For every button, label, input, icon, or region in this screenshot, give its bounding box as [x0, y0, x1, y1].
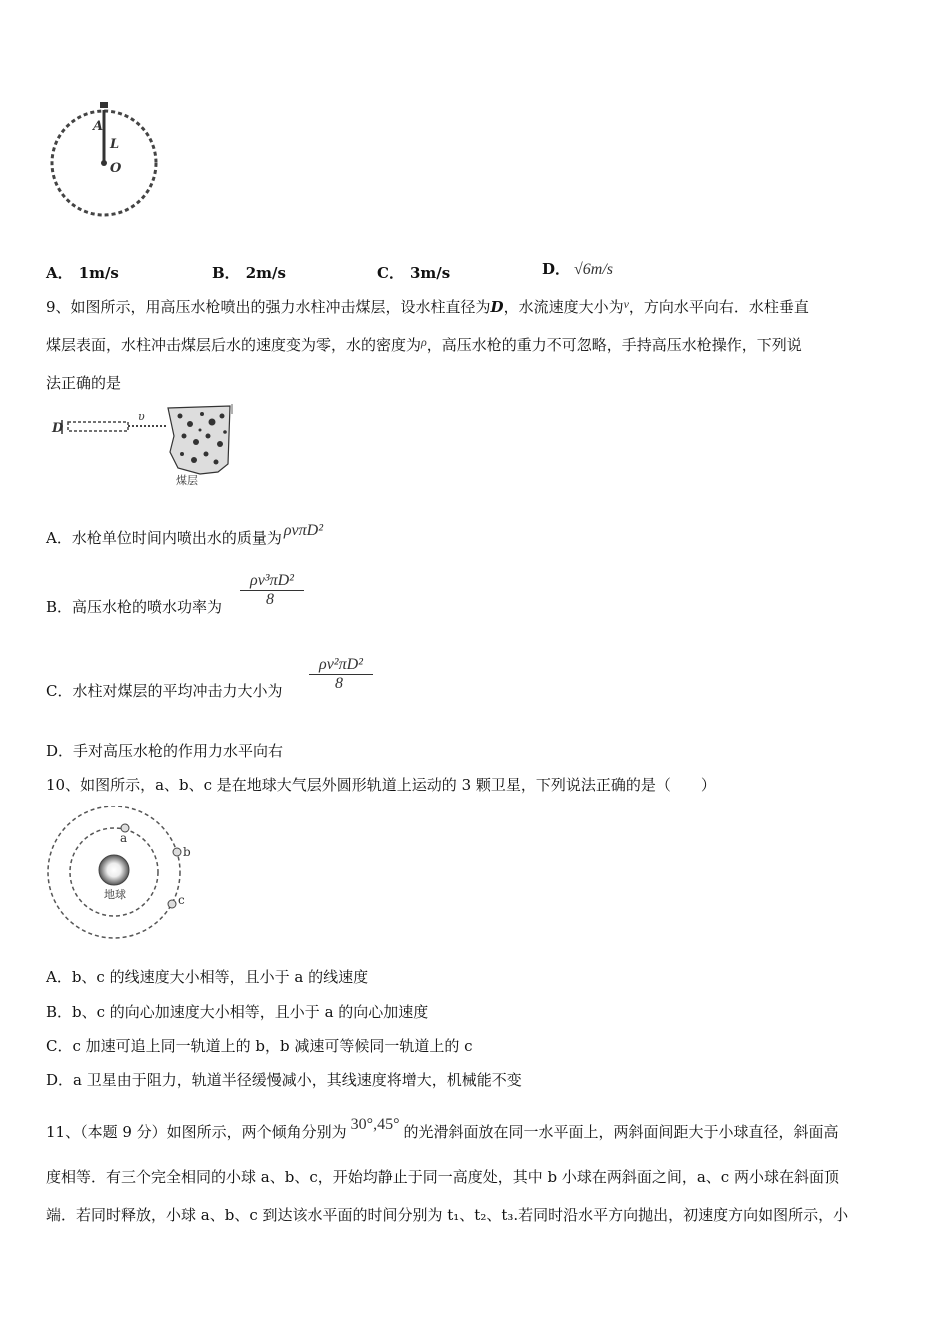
q9-label-v: υ	[138, 410, 145, 423]
q9-stem-line3: 法正确的是	[46, 374, 122, 392]
q8-label-a: A	[93, 119, 104, 134]
q9-water-jet-figure	[50, 402, 240, 486]
q9-option-c-denominator: 8	[309, 674, 373, 693]
q10-orbit-figure	[44, 806, 194, 942]
q8-circle-figure	[44, 100, 164, 220]
q9-option-c-numerator: ρv²πD²	[319, 656, 363, 673]
q9-stem-line1: 9、如图所示，用高压水枪喷出的强力水柱冲击煤层，设水柱直径为D，水流速度大小为$^v$，方向水平向右．水柱垂直	[46, 297, 809, 316]
q10-option-d: D．a 卫星由于阻力，轨道半径缓慢减小，其线速度将增大，机械能不变	[46, 1071, 522, 1089]
q8-option-c: C． 3m/s	[377, 264, 451, 282]
q9-label-coal: 煤层	[176, 474, 198, 486]
q8-label-o: O	[110, 161, 122, 176]
q11-line2: 度相等．有三个完全相同的小球 a、b、c，开始均静止于同一高度处，其中 b 小球在两斜面之间，a、c 两小球在斜面顶	[46, 1168, 839, 1186]
q9-option-c-fraction	[309, 656, 373, 693]
q9-option-b-denominator: 8	[240, 590, 304, 609]
q9-label-d: D	[52, 421, 64, 436]
q10-label-c: c	[178, 893, 185, 907]
q8-option-d: D． √6m/s	[542, 260, 614, 278]
satellite-b-icon	[173, 848, 181, 856]
q11-line1: 11、（本题 9 分）如图所示，两个倾角分别为 30°,45° 的光滑斜面放在同一水平面上，两斜面间距大于小球直径，斜面高	[46, 1116, 839, 1141]
q10-label-b: b	[183, 845, 191, 859]
q10-option-a: A．b、c 的线速度大小相等，且小于 a 的线速度	[46, 968, 369, 986]
q10-option-b: B．b、c 的向心加速度大小相等，且小于 a 的向心加速度	[46, 1003, 429, 1021]
q9-option-c-label: C．水柱对煤层的平均冲击力大小为	[46, 682, 283, 700]
q9-option-a: A．水枪单位时间内喷出水的质量为 ρvπD²	[46, 522, 323, 547]
q10-label-a: a	[120, 831, 128, 845]
earth-icon	[99, 855, 129, 885]
q10-option-c: C．c 加速可追上同一轨道上的 b，b 减速可等候同一轨道上的 c	[46, 1037, 473, 1055]
q9-option-b-numerator: ρv³πD²	[250, 572, 294, 589]
q9-option-b-fraction	[240, 572, 304, 609]
q9-option-d: D．手对高压水枪的作用力水平向右	[46, 742, 284, 760]
q8-option-a: A． 1m/s	[46, 264, 119, 282]
q10-stem: 10、如图所示，a、b、c 是在地球大气层外圆形轨道上运动的 3 颗卫星，下列说法正确的是（ ）	[46, 776, 716, 794]
q11-line3: 端．若同时释放，小球 a、b、c 到达该水平面的时间分别为 t₁、t₂、t₃.若同时沿水平方向抛出，初速度方向如图所示，小	[46, 1206, 849, 1224]
q8-label-l: L	[110, 137, 120, 152]
q9-option-b-label: B．高压水枪的喷水功率为	[46, 598, 223, 616]
q10-label-earth: 地球	[104, 888, 126, 901]
satellite-c-icon	[168, 900, 176, 908]
q9-stem-line2: 煤层表面，水柱冲击煤层后水的速度变为零，水的密度为$^\rho$，高压水枪的重力不可忽略，手持高压水枪操作，下列说	[46, 335, 802, 354]
q8-option-b: B． 2m/s	[212, 264, 286, 282]
